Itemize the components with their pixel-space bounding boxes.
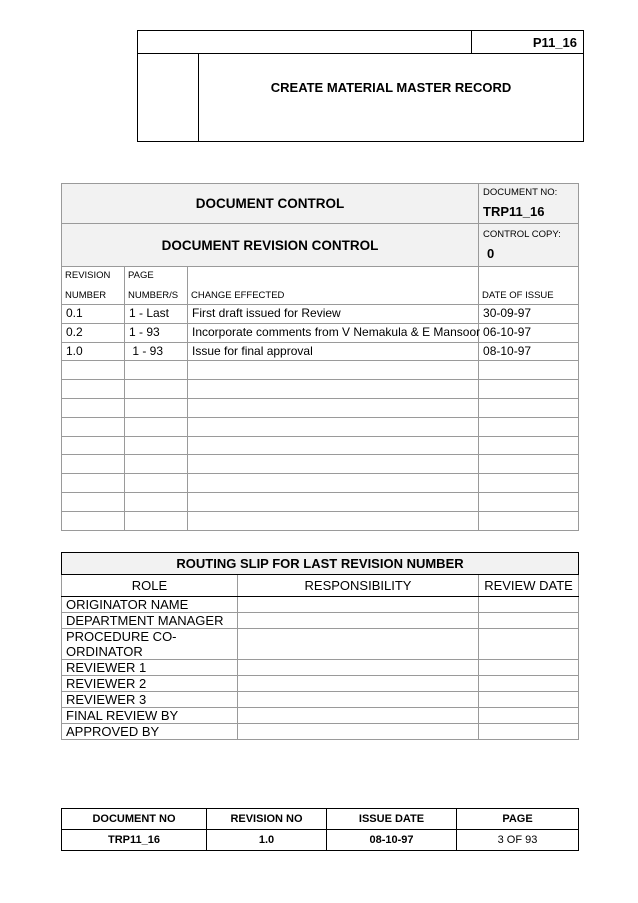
footer-table [61, 808, 579, 851]
footer-revision-no-label: REVISION NO [207, 809, 327, 830]
routing-row [62, 613, 579, 629]
routing-responsibility [238, 724, 479, 740]
routing-role: APPROVED BY [62, 724, 238, 740]
revision-cell-date [479, 436, 579, 455]
revision-cell-date [479, 380, 579, 399]
revision-cell-pages: 1 - Last [125, 305, 188, 324]
col-page-header [125, 267, 188, 305]
routing-review-date [479, 708, 579, 724]
revision-cell-date [479, 398, 579, 417]
header-box [137, 30, 584, 142]
routing-review-date [479, 660, 579, 676]
header-code: P11_16 [472, 31, 584, 54]
col-review-date-header: REVIEW DATE [479, 575, 579, 597]
revision-cell-revision: 1.0 [62, 342, 125, 361]
col-revision-header [62, 267, 125, 305]
revision-cell-pages [125, 474, 188, 493]
revision-cell-revision [62, 380, 125, 399]
revision-cell-revision [62, 398, 125, 417]
revision-cell-change [188, 474, 479, 493]
revision-cell-pages [125, 361, 188, 380]
revision-cell-date [479, 455, 579, 474]
routing-row [62, 692, 579, 708]
routing-row [62, 676, 579, 692]
routing-responsibility [238, 660, 479, 676]
revision-cell-change [188, 492, 479, 511]
routing-review-date [479, 629, 579, 660]
revision-cell-revision [62, 361, 125, 380]
routing-review-date [479, 676, 579, 692]
footer-doc-no-label: DOCUMENT NO [62, 809, 207, 830]
revision-cell-date [479, 474, 579, 493]
revision-row [62, 436, 579, 455]
revision-cell-date: 08-10-97 [479, 342, 579, 361]
col-change-label: CHANGE EFFECTED [191, 290, 285, 301]
revision-row [62, 455, 579, 474]
footer-issue-date: 08-10-97 [327, 830, 457, 851]
revision-control-title: DOCUMENT REVISION CONTROL [62, 224, 479, 267]
routing-review-date [479, 692, 579, 708]
revision-cell-pages [125, 455, 188, 474]
revision-cell-date [479, 492, 579, 511]
routing-responsibility [238, 629, 479, 660]
revision-cell-revision [62, 417, 125, 436]
revision-cell-date: 30-09-97 [479, 305, 579, 324]
revision-cell-pages [125, 417, 188, 436]
routing-review-date [479, 724, 579, 740]
routing-row [62, 708, 579, 724]
revision-cell-pages [125, 436, 188, 455]
footer-issue-date-label: ISSUE DATE [327, 809, 457, 830]
routing-review-date [479, 613, 579, 629]
revision-row [62, 305, 579, 324]
col-date-header [479, 267, 579, 305]
col-change-header [188, 267, 479, 305]
footer-page-label: PAGE [457, 809, 579, 830]
revision-cell-revision [62, 492, 125, 511]
revision-cell-revision [62, 474, 125, 493]
col-page-line1: PAGE [128, 270, 154, 281]
routing-row [62, 629, 579, 660]
revision-cell-revision [62, 455, 125, 474]
header-blank-cell [138, 31, 472, 54]
revision-cell-pages: 1 - 93 [125, 323, 188, 342]
header-title: CREATE MATERIAL MASTER RECORD [199, 54, 584, 142]
revision-row [62, 398, 579, 417]
col-responsibility-header: RESPONSIBILITY [238, 575, 479, 597]
revision-cell-revision [62, 436, 125, 455]
routing-slip-title: ROUTING SLIP FOR LAST REVISION NUMBER [62, 553, 579, 575]
revision-row [62, 380, 579, 399]
footer-page: 3 OF 93 [457, 830, 579, 851]
revision-cell-change [188, 398, 479, 417]
revision-cell-change [188, 436, 479, 455]
revision-row [62, 474, 579, 493]
revision-cell-change [188, 417, 479, 436]
revision-cell-revision: 0.1 [62, 305, 125, 324]
revision-cell-date [479, 511, 579, 530]
routing-role: REVIEWER 3 [62, 692, 238, 708]
revision-row [62, 361, 579, 380]
col-revision-line2: NUMBER [65, 290, 107, 301]
document-no-cell [479, 184, 579, 224]
col-role-header: ROLE [62, 575, 238, 597]
revision-cell-pages [125, 398, 188, 417]
revision-cell-change: Incorporate comments from V Nemakula & E Mansoor [188, 323, 479, 342]
routing-responsibility [238, 597, 479, 613]
revision-cell-pages [125, 492, 188, 511]
document-no-value: TRP11_16 [483, 204, 545, 219]
revision-cell-date [479, 361, 579, 380]
footer-revision-no: 1.0 [207, 830, 327, 851]
footer-doc-no: TRP11_16 [62, 830, 207, 851]
revision-cell-date [479, 417, 579, 436]
revision-row [62, 342, 579, 361]
routing-role: ORIGINATOR NAME [62, 597, 238, 613]
col-revision-line1: REVISION [65, 270, 111, 281]
routing-review-date [479, 597, 579, 613]
revision-cell-change [188, 380, 479, 399]
revision-cell-change [188, 455, 479, 474]
control-copy-cell [479, 224, 579, 267]
routing-row [62, 660, 579, 676]
routing-role: REVIEWER 2 [62, 676, 238, 692]
revision-cell-pages [125, 511, 188, 530]
revision-row [62, 511, 579, 530]
col-page-line2: NUMBER/S [128, 290, 179, 301]
routing-row [62, 597, 579, 613]
revision-cell-pages [125, 380, 188, 399]
document-no-label: DOCUMENT NO: [483, 187, 558, 198]
document-control-title: DOCUMENT CONTROL [62, 184, 479, 224]
col-date-label: DATE OF ISSUE [482, 290, 554, 301]
control-copy-label: CONTROL COPY: [483, 229, 561, 240]
routing-role: FINAL REVIEW BY [62, 708, 238, 724]
revision-cell-change [188, 511, 479, 530]
revision-row [62, 323, 579, 342]
revision-cell-revision: 0.2 [62, 323, 125, 342]
routing-role: DEPARTMENT MANAGER [62, 613, 238, 629]
routing-responsibility [238, 708, 479, 724]
revision-row [62, 492, 579, 511]
revision-row [62, 417, 579, 436]
routing-responsibility [238, 613, 479, 629]
routing-responsibility [238, 676, 479, 692]
revision-cell-date: 06-10-97 [479, 323, 579, 342]
routing-role: REVIEWER 1 [62, 660, 238, 676]
routing-row [62, 724, 579, 740]
header-logo-cell [138, 54, 199, 142]
routing-slip-table [61, 552, 579, 740]
revision-cell-change [188, 361, 479, 380]
revision-cell-revision [62, 511, 125, 530]
routing-role: PROCEDURE CO-ORDINATOR [62, 629, 238, 660]
revision-cell-change: Issue for final approval [188, 342, 479, 361]
revision-cell-pages: 1 - 93 [125, 342, 188, 361]
control-copy-value: 0 [487, 246, 495, 261]
routing-responsibility [238, 692, 479, 708]
document-control-table [61, 183, 579, 531]
revision-cell-change: First draft issued for Review [188, 305, 479, 324]
